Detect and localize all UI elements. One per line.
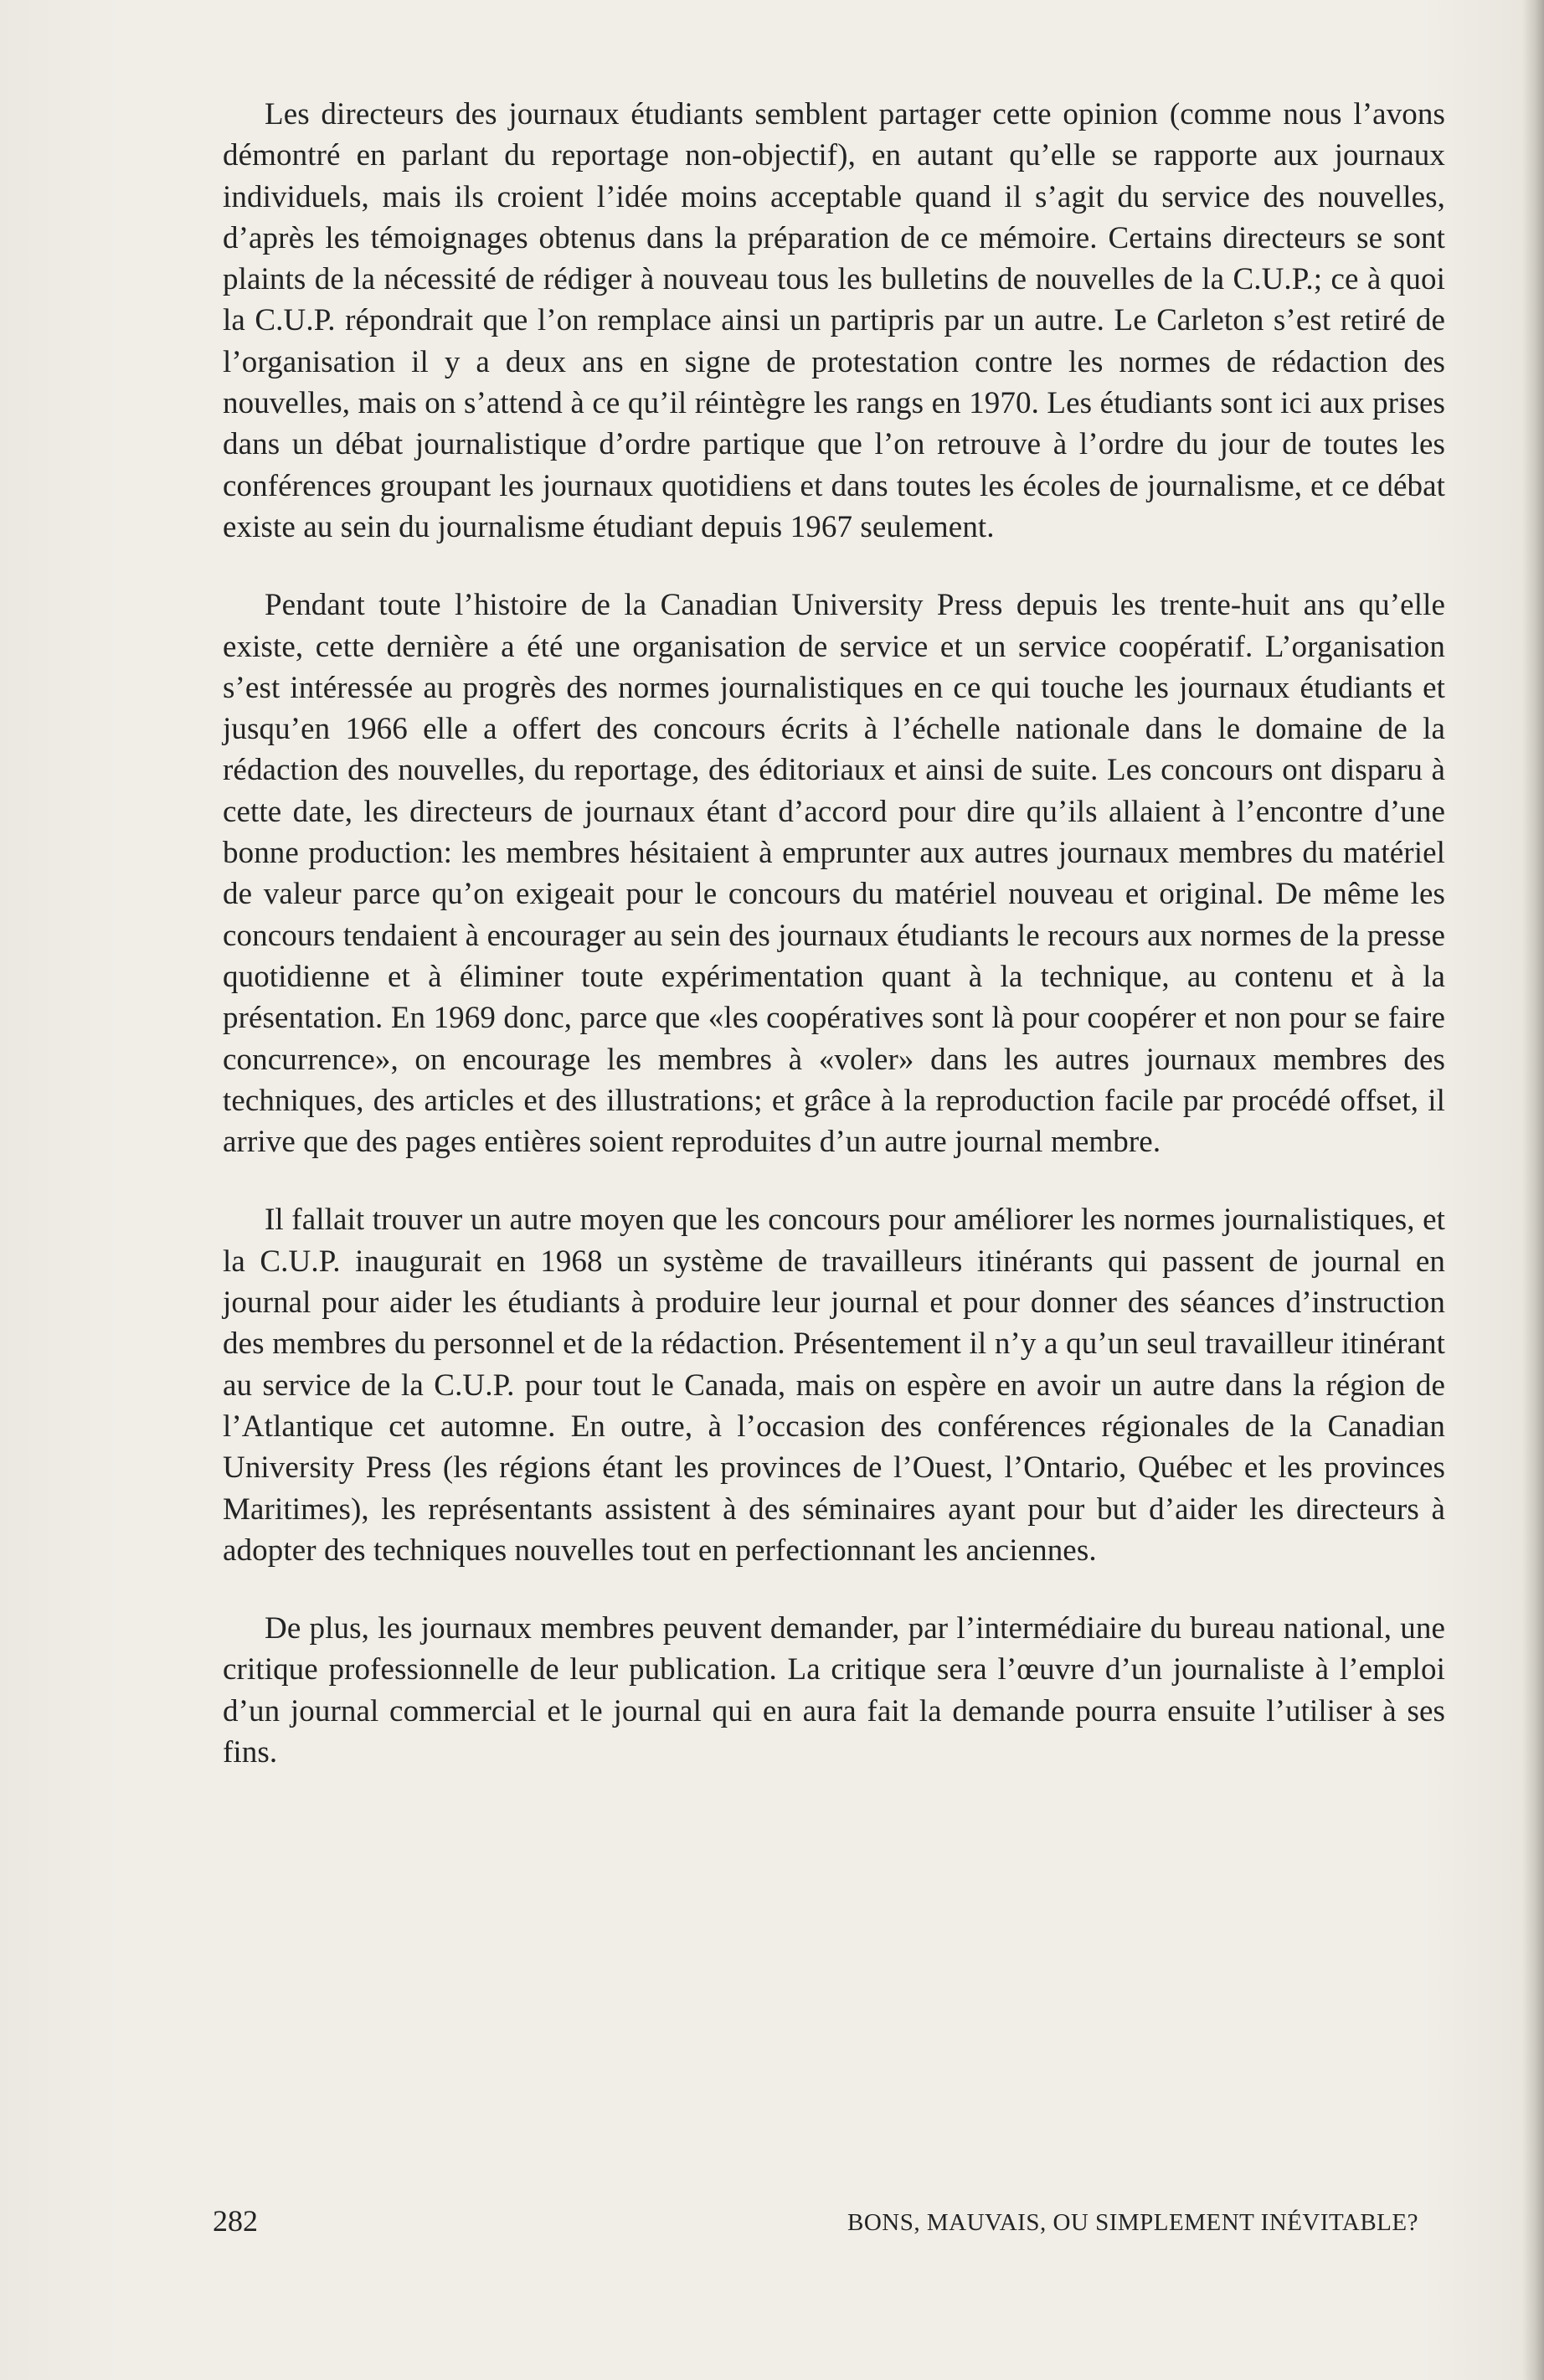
paragraph-2: Pendant toute l’histoire de la Canadian University Press depuis les trente-huit ans qu’elle existe, cette dernière a été une organisation de service et un service coopératif. L’organisation s’est intéressée au progrès des normes journalistiques en ce qui touche les journaux étudiants et jusqu’en 1966 elle a offert des concours écrits à l’échelle nationale dans le domaine de la rédaction des nouvelles, du reportage, des éditoriaux et ainsi de suite. Les concours ont disparu à cette date, les directeurs de journaux étant d’accord pour dire qu’ils allaient à l’encontre d’une bonne production: les membres hésitaient à emprunter aux autres journaux membres du matériel de valeur parce qu’on exigeait pour le concours du matériel nouveau et original. De même les concours tendaient à encourager au sein des journaux étudiants le recours aux normes de la presse quotidienne et à éliminer toute expérimentation quant à la technique, au contenu et à la présentation. En 1969 donc, parce que «les coopératives sont là pour coopérer et non pour se faire concurrence», on encourage les membres à «voler» dans les autres journaux membres des techniques, des articles et des illustrations; et grâce à la reproduction facile par procédé offset, il arrive que des pages entières soient reproduites d’un autre journal membre. bbox=[223, 588, 1445, 1160]
paragraph-4: De plus, les journaux membres peuvent demander, par l’intermédiaire du bureau national, une critique professionnelle de leur publication. La critique sera l’œuvre d’un journaliste à l’emploi d’un journal commercial et le journal qui en aura fait la demande pourra ensuite l’utiliser à ses fins. bbox=[223, 1611, 1445, 1770]
running-title: BONS, MAUVAIS, OU SIMPLEMENT INÉVITABLE? bbox=[847, 2209, 1418, 2236]
body-text bbox=[223, 94, 1445, 1773]
page-edge-shadow bbox=[1522, 0, 1544, 2380]
page-number: 282 bbox=[213, 2204, 258, 2238]
paragraph-1: Les directeurs des journaux étudiants semblent partager cette opinion (comme nous l’avons démontré en parlant du reportage non-objectif), en autant qu’elle se rapporte aux journaux individuels, mais ils croient l’idée moins acceptable quand il s’agit du service des nouvelles, d’après les témoignages obtenus dans la préparation de ce mémoire. Certains directeurs se sont plaints de la nécessité de rédiger à nouveau tous les bulletins de nouvelles de la C.U.P.; ce à quoi la C.U.P. répondrait que l’on remplace ainsi un partipris par un autre. Le Carleton s’est retiré de l’organisation il y a deux ans en signe de protestation contre les normes de rédaction des nouvelles, mais on s’attend à ce qu’il réintègre les rangs en 1970. Les étudiants sont ici aux prises dans un débat journalistique d’ordre partique que l’on retrouve à l’ordre du jour de toutes les conférences groupant les journaux quotidiens et dans toutes les écoles de journalisme, et ce débat existe au sein du journalisme étudiant depuis 1967 seulement. bbox=[223, 97, 1445, 544]
page-footer bbox=[213, 2201, 1418, 2243]
paragraph-3: Il fallait trouver un autre moyen que les concours pour améliorer les normes journalistiques, et la C.U.P. inaugurait en 1968 un système de travailleurs itinérants qui passent de journal en journal pour aider les étudiants à produire leur journal et pour donner des séances d’instruction des membres du personnel et de la rédaction. Présentement il n’y a qu’un seul travailleur itinérant au service de la C.U.P. pour tout le Canada, mais on espère en avoir un autre dans la région de l’Atlantique cet automne. En outre, à l’occasion des conférences régionales de la Canadian University Press (les régions étant les provinces de l’Ouest, l’Ontario, Québec et les provinces Maritimes), les représentants assistent à des séminaires ayant pour but d’aider les directeurs à adopter des techniques nouvelles tout en perfectionnant les anciennes. bbox=[223, 1203, 1445, 1568]
